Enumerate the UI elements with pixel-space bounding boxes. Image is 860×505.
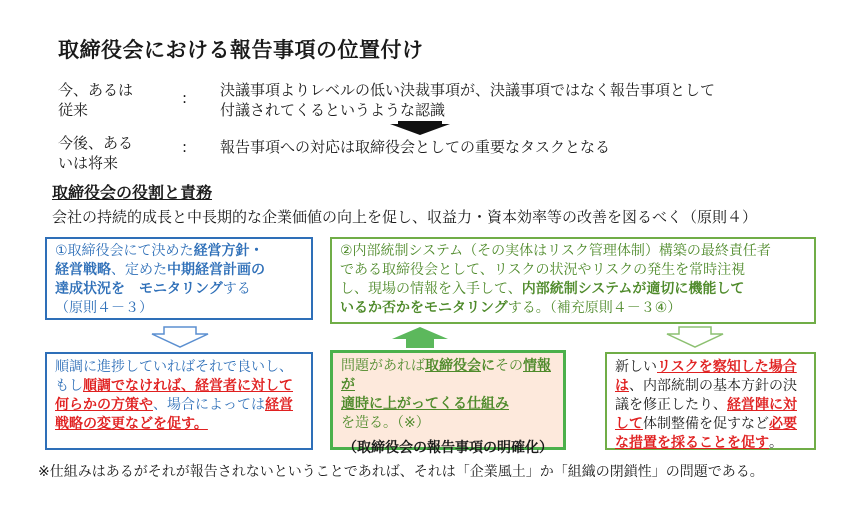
reporting-mechanism-box: [330, 350, 566, 456]
underline-line: 適時に上がってくる仕組み: [341, 396, 509, 412]
box-footer: （取締役会の報告事項の明確化）: [343, 440, 553, 456]
text-line: である取締役会として、リスクの状況やリスクの発生を常時注視: [340, 262, 746, 278]
bold-span: に: [481, 358, 495, 374]
text-span: ①取締役会にて決めた: [55, 243, 194, 259]
row-label-line: いは将来: [58, 154, 119, 172]
text-span: する: [222, 281, 251, 297]
risk-response-box: [605, 352, 816, 450]
page-title: 取締役会における報告事項の位置付け: [58, 38, 424, 62]
text-span: その: [495, 358, 523, 374]
red-span: リスクを察知した場合: [657, 359, 797, 375]
red-span: 戦略の変更などを促す。: [55, 416, 208, 432]
row-label-line: 今、あるは: [58, 81, 134, 99]
text-line: 順調に進捗していればそれで良いし、: [55, 359, 293, 375]
text-span: する。（補充原則４－３④）: [507, 300, 682, 316]
hollow-down-arrow-icon: [665, 326, 725, 348]
text-line: [615, 415, 806, 434]
down-arrow-icon: [390, 121, 450, 135]
row-label-line: 今後、ある: [58, 134, 134, 152]
text-line: [615, 377, 806, 396]
row-text-line: 決議事項よりレベルの低い決裁事項が、決議事項ではなく報告事項として: [220, 81, 716, 99]
text-span: （原則４－３）: [55, 300, 153, 316]
section-heading: 取締役会の役割と責務: [52, 183, 213, 202]
text-span: 問題があれば: [341, 358, 425, 374]
bold-span: 経営方針・: [193, 243, 264, 259]
text-line: [615, 358, 806, 377]
text-line: [55, 377, 303, 396]
bold-span: 経営戦略: [55, 262, 111, 278]
text-span: 体制整備を促すなど: [643, 416, 769, 432]
row-colon: :: [182, 138, 188, 156]
internal-control-box: [330, 237, 816, 324]
text-span: 、定めた: [111, 262, 167, 278]
bold-span: 内部統制システムが適切に機能して: [521, 281, 745, 297]
text-span: 。: [769, 435, 783, 451]
red-span: して: [615, 416, 643, 432]
text-span: 、場合によっては: [153, 397, 265, 413]
row-text-line: 付議されてくるというような認識: [220, 101, 446, 119]
text-line: [55, 396, 303, 415]
row-label-line: 従来: [58, 101, 89, 119]
row-label-future: [58, 133, 133, 173]
text-line: [340, 280, 806, 299]
red-span: 必要: [769, 416, 797, 432]
text-line: [341, 357, 555, 395]
strategy-change-box: [45, 352, 313, 450]
red-span: 何らかの方策や: [55, 397, 153, 413]
bold-span: いるか否かをモニタリング: [340, 300, 508, 316]
section-subtext: 会社の持続的成長と中長期的な企業価値の向上を促し、収益力・資本効率等の改善を図るべく（原則４）: [52, 208, 758, 226]
text-line: [340, 299, 806, 318]
text-span: 新しい: [615, 359, 657, 375]
text-line: [615, 396, 806, 415]
underline-span: 取締役会: [425, 358, 481, 374]
hollow-down-arrow-icon: [150, 326, 210, 348]
text-span: し、現場の情報を入手して、: [340, 281, 522, 297]
red-span: な措置を採ることを促す: [615, 435, 769, 451]
red-span: 経営: [265, 397, 293, 413]
text-line: [55, 415, 303, 434]
green-up-arrow-icon: [390, 326, 450, 348]
row-text-future: 報告事項への対応は取締役会としての重要なタスクとなる: [220, 138, 611, 156]
text-span: 議を修正したり、: [615, 397, 727, 413]
red-span: 経営陣に対: [727, 397, 797, 413]
monitoring-strategy-box: [45, 237, 313, 320]
red-span: は: [615, 378, 629, 394]
text-span: 、内部統制の基本方針の決: [629, 378, 797, 394]
row-colon: :: [182, 89, 188, 107]
underline-span: 情報が: [341, 358, 551, 393]
text-line: を造る。（※）: [341, 415, 430, 431]
row-label-current: [58, 80, 133, 120]
text-line: ②内部統制システム（その実体はリスク管理体制）構築の最終責任者: [340, 243, 771, 259]
bold-span: 中期経営計画の: [167, 262, 265, 278]
text-span: もし: [55, 378, 83, 394]
red-span: 順調でなければ、経営者に対して: [83, 378, 293, 394]
text-line: [615, 434, 806, 453]
bold-span: 達成状況を モニタリング: [55, 281, 223, 297]
row-text-current: [220, 80, 715, 120]
footnote: ※仕組みはあるがそれが報告されないということであれば、それは「企業風土」か「組織の閉鎖性」の問題である。: [38, 464, 764, 480]
